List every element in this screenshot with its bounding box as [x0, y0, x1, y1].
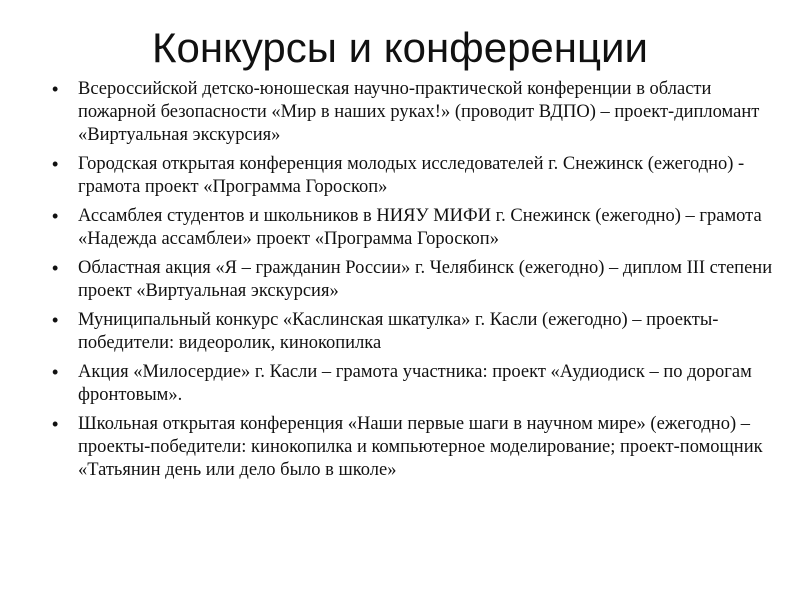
bullet-icon: •	[52, 79, 59, 99]
bullet-icon: •	[52, 310, 59, 330]
list-item-text: Областная акция «Я – гражданин России» г. Челябинск (ежегодно) – диплом III степени проект «Виртуальная экскурсия»	[78, 258, 773, 301]
bullet-icon: •	[52, 258, 59, 278]
bullet-icon: •	[52, 414, 59, 434]
list-item	[50, 153, 778, 199]
list-item-text: Школьная открытая конференция «Наши первые шаги в научном мире» (ежегодно) – проекты-победители: кинокопилка и компьютерное моделирование; проект-помощник «Татьянин день или дело было в школе»	[78, 414, 763, 480]
list-item-text: Городская открытая конференция молодых исследователей г. Снежинск (ежегодно) - грамота проект «Программа Гороскоп»	[78, 154, 745, 197]
bullet-icon: •	[52, 154, 59, 174]
list-item	[50, 361, 778, 407]
bullet-icon: •	[52, 206, 59, 226]
list-item-text: Всероссийской детско-юношеская научно-практической конференции в области пожарной безопасности «Мир в наших руках!» (проводит ВДПО) – проект-дипломант «Виртуальная экскурсия»	[78, 79, 760, 145]
list-item	[50, 257, 778, 303]
list-item-text: Акция «Милосердие» г. Касли – грамота участника: проект «Аудиодиск – по дорогам фронтовым».	[78, 362, 752, 405]
slide-title: Конкурсы и конференции	[152, 24, 648, 71]
list-item	[50, 309, 778, 355]
list-item-text: Ассамблея студентов и школьников в НИЯУ МИФИ г. Снежинск (ежегодно) – грамота «Надежда ассамблеи» проект «Программа Гороскоп»	[78, 206, 762, 249]
bullet-list	[50, 78, 778, 488]
list-item	[50, 205, 778, 251]
list-item	[50, 78, 778, 147]
bullet-icon: •	[52, 362, 59, 382]
list-item-text: Муниципальный конкурс «Каслинская шкатулка» г. Касли (ежегодно) – проекты-победители: видеоролик, кинокопилка	[78, 310, 719, 353]
list-item	[50, 413, 778, 482]
